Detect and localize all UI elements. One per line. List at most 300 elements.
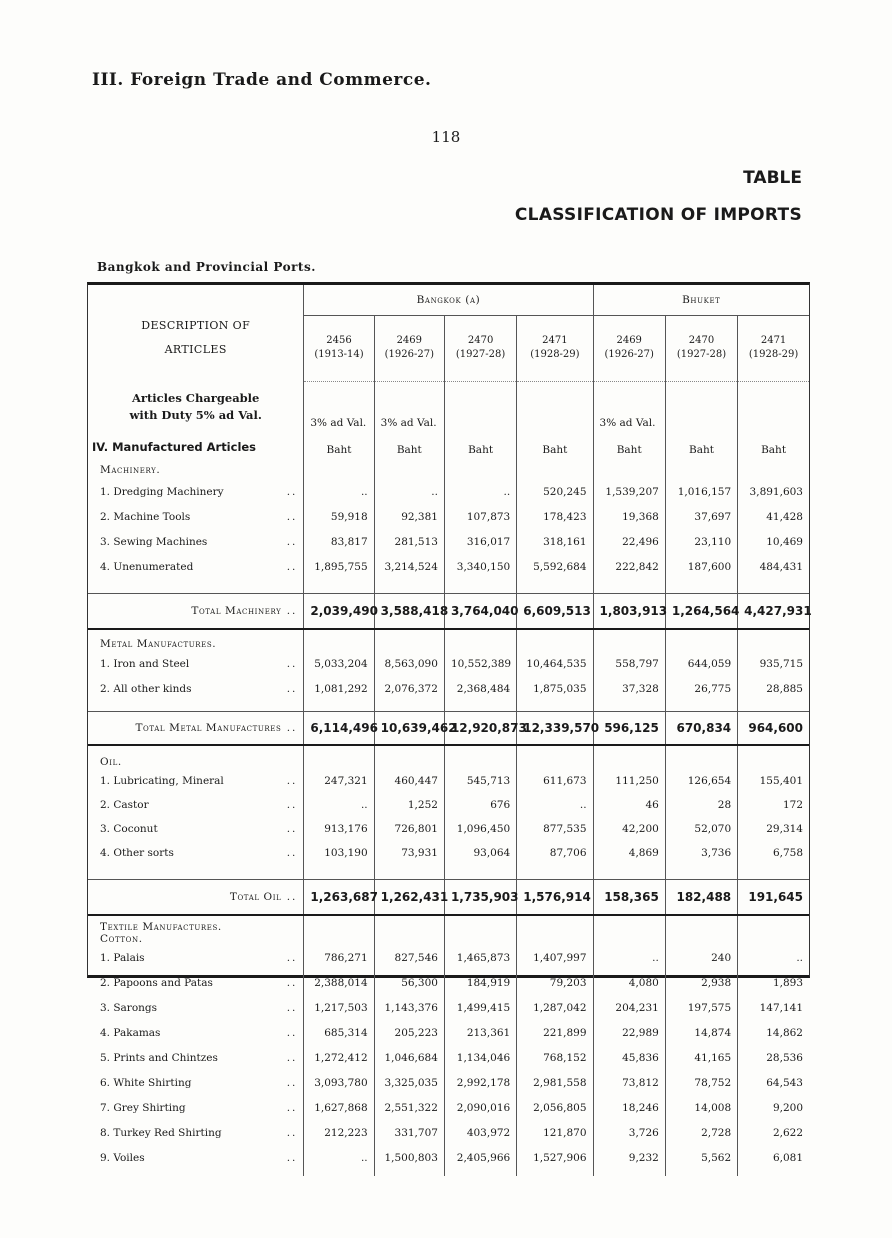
value-cell: 2,076,372 (374, 676, 444, 701)
total-value-cell: 1,803,913 (593, 593, 665, 629)
value-cell: 222,842 (593, 554, 665, 579)
section-row (88, 433, 809, 461)
empty-cell (304, 933, 374, 945)
table-heading: TABLE (743, 168, 802, 188)
value-cell: 3,726 (593, 1120, 665, 1145)
value-cell: 1,143,376 (374, 995, 444, 1020)
table-row (88, 479, 809, 504)
table-row (88, 504, 809, 529)
table-row (88, 1120, 809, 1145)
value-cell: 1,081,292 (304, 676, 374, 701)
spacer-cell (88, 579, 304, 593)
value-cell: 56,300 (374, 970, 444, 995)
value-cell: 1,096,450 (444, 817, 516, 841)
total-label-text: Total Metal Manufactures (135, 721, 282, 734)
value-cell: 877,535 (517, 817, 593, 841)
section-label: IV. Manufactured Articles (92, 440, 257, 454)
period-label: (1927-28) (455, 349, 506, 360)
total-row (88, 593, 809, 629)
article-label (88, 769, 304, 793)
value-cell: 18,246 (593, 1095, 665, 1120)
article-name: 3. Sewing Machines (100, 535, 208, 548)
period-label: (1926-27) (604, 349, 654, 360)
value-cell: 644,059 (665, 651, 737, 676)
value-cell: 331,707 (374, 1120, 444, 1145)
value-cell: 460,447 (374, 769, 444, 793)
value-cell: .. (304, 793, 374, 817)
spacer-row (88, 865, 809, 879)
value-cell: 1,016,157 (665, 479, 737, 504)
value-cell: 197,575 (665, 995, 737, 1020)
total-label-text: Total Oil (229, 890, 282, 903)
total-value-cell: 6,609,513 (517, 593, 593, 629)
value-cell: 5,592,684 (517, 554, 593, 579)
value-cell: 3,340,150 (444, 554, 516, 579)
total-value-cell: 3,588,418 (374, 593, 444, 629)
value-cell: 786,271 (304, 945, 374, 970)
spacer-cell (374, 745, 444, 755)
value-cell: 52,070 (665, 817, 737, 841)
spacer-cell (665, 701, 737, 711)
spacer-cell (444, 701, 516, 711)
value-cell: 1,627,868 (304, 1095, 374, 1120)
table-row (88, 1145, 809, 1170)
chargeable-label (88, 381, 304, 433)
year-header (517, 315, 593, 381)
spacer-cell (593, 865, 665, 879)
value-cell: 42,200 (593, 817, 665, 841)
unit-label: Baht (665, 433, 737, 461)
category-heading: Metal Manufactures. (100, 638, 217, 650)
value-cell: 1,217,503 (304, 995, 374, 1020)
empty-cell (374, 755, 444, 769)
value-cell: .. (738, 945, 809, 970)
spacer-row (88, 629, 809, 637)
article-name: 2. All other kinds (100, 682, 192, 695)
spacer-cell (665, 865, 737, 879)
total-row (88, 711, 809, 745)
value-cell: 2,388,014 (304, 970, 374, 995)
value-cell: 1,499,415 (444, 995, 516, 1020)
value-cell: 204,231 (593, 995, 665, 1020)
value-cell: 913,176 (304, 817, 374, 841)
spacer-cell (517, 701, 593, 711)
value-cell: 23,110 (665, 529, 737, 554)
value-cell: 685,314 (304, 1020, 374, 1045)
value-cell: 103,190 (304, 841, 374, 865)
duty-rate-cell: 3% ad Val. (304, 381, 374, 433)
unit-label: Baht (304, 433, 374, 461)
article-label (88, 1120, 304, 1145)
article-name: 4. Pakamas (100, 1026, 161, 1039)
group-bangkok: Bangkok (a) (304, 285, 593, 315)
leader-dots: .. (281, 604, 298, 617)
value-cell: 28 (665, 793, 737, 817)
category-heading-row (88, 921, 809, 933)
value-cell: 9,200 (738, 1095, 809, 1120)
table-row (88, 554, 809, 579)
value-cell: 147,141 (738, 995, 809, 1020)
value-cell: 14,862 (738, 1020, 809, 1045)
value-cell: 22,989 (593, 1020, 665, 1045)
leader-dots: .. (286, 1151, 298, 1164)
year-label: 2470 (467, 335, 494, 346)
leader-dots: .. (286, 560, 298, 573)
unit-label: Baht (738, 433, 809, 461)
year-label: 2471 (760, 335, 787, 346)
article-name: 8. Turkey Red Shirting (100, 1126, 222, 1139)
value-cell: 1,527,906 (517, 1145, 593, 1170)
article-name: 2. Papoons and Patas (100, 976, 213, 989)
article-label (88, 970, 304, 995)
spacer-cell (444, 865, 516, 879)
spacer-cell (665, 745, 737, 755)
year-label: 2469 (396, 335, 423, 346)
leader-dots: .. (286, 1026, 298, 1039)
article-name: 3. Sarongs (100, 1001, 158, 1014)
leader-dots: .. (286, 976, 298, 989)
spacer-cell (665, 579, 737, 593)
year-label: 2470 (688, 335, 715, 346)
article-label (88, 1145, 304, 1170)
value-cell: 213,361 (444, 1020, 516, 1045)
value-cell: 4,080 (593, 970, 665, 995)
period-label: (1926-27) (384, 349, 434, 360)
value-cell: 1,500,803 (374, 1145, 444, 1170)
spacer-cell (444, 1170, 516, 1176)
total-value-cell: 6,114,496 (304, 711, 374, 745)
value-cell: 6,758 (738, 841, 809, 865)
spacer-cell (88, 745, 304, 755)
value-cell: 14,874 (665, 1020, 737, 1045)
value-cell: 768,152 (517, 1045, 593, 1070)
value-cell: 1,407,997 (517, 945, 593, 970)
year-header (593, 315, 665, 381)
value-cell: 10,464,535 (517, 651, 593, 676)
article-name: 3. Coconut (100, 823, 158, 835)
empty-cell (374, 933, 444, 945)
article-name: 4. Other sorts (100, 847, 174, 859)
total-value-cell: 670,834 (665, 711, 737, 745)
empty-cell (665, 637, 737, 651)
value-cell: 26,775 (665, 676, 737, 701)
empty-cell (374, 921, 444, 933)
value-cell: 247,321 (304, 769, 374, 793)
value-cell: .. (444, 479, 516, 504)
empty-cell (444, 637, 516, 651)
value-cell: 935,715 (738, 651, 809, 676)
spacer-cell (444, 745, 516, 755)
value-cell: 5,562 (665, 1145, 737, 1170)
total-label-text: Total Machinery (191, 604, 282, 617)
value-cell: 187,600 (665, 554, 737, 579)
value-cell: 2,551,322 (374, 1095, 444, 1120)
table-caption: CLASSIFICATION OF IMPORTS (514, 205, 802, 225)
unit-label: Baht (517, 433, 593, 461)
total-label (88, 711, 304, 745)
leader-dots: .. (286, 510, 298, 523)
article-label (88, 676, 304, 701)
value-cell: 827,546 (374, 945, 444, 970)
value-cell: 14,008 (665, 1095, 737, 1120)
value-cell: 520,245 (517, 479, 593, 504)
value-cell: 126,654 (665, 769, 737, 793)
spacer-cell (88, 701, 304, 711)
empty-cell (444, 921, 516, 933)
value-cell: 92,381 (374, 504, 444, 529)
year-header (444, 315, 516, 381)
total-value-cell: 3,764,040 (444, 593, 516, 629)
period-label: (1928-29) (748, 349, 799, 360)
value-cell: 22,496 (593, 529, 665, 554)
spacer-cell (374, 629, 444, 637)
spacer-cell (517, 629, 593, 637)
value-cell: 79,203 (517, 970, 593, 995)
value-cell: 155,401 (738, 769, 809, 793)
value-cell: 28,536 (738, 1045, 809, 1070)
value-cell: 2,992,178 (444, 1070, 516, 1095)
empty-cell (593, 933, 665, 945)
empty-cell (738, 755, 809, 769)
total-value-cell: 4,427,931 (738, 593, 809, 629)
empty-cell (593, 921, 665, 933)
value-cell: 205,223 (374, 1020, 444, 1045)
value-cell: 28,885 (738, 676, 809, 701)
leader-dots: .. (286, 535, 298, 548)
value-cell: 10,552,389 (444, 651, 516, 676)
value-cell: 64,543 (738, 1070, 809, 1095)
empty-cell (593, 461, 665, 479)
value-cell: 1,895,755 (304, 554, 374, 579)
article-label (88, 1045, 304, 1070)
unit-label: Baht (444, 433, 516, 461)
year-header (304, 315, 374, 381)
leader-dots: .. (286, 1126, 298, 1139)
leader-dots: .. (281, 721, 298, 734)
article-label (88, 1020, 304, 1045)
value-cell: 8,563,090 (374, 651, 444, 676)
article-label (88, 1070, 304, 1095)
empty-cell (517, 637, 593, 651)
leader-dots: .. (286, 1051, 298, 1064)
value-cell: 37,697 (665, 504, 737, 529)
article-name: 1. Palais (100, 951, 145, 964)
spacer-cell (593, 745, 665, 755)
value-cell: 1,134,046 (444, 1045, 516, 1070)
empty-cell (374, 637, 444, 651)
article-label (88, 793, 304, 817)
value-cell: 3,891,603 (738, 479, 809, 504)
spacer-cell (304, 579, 374, 593)
spacer-cell (374, 579, 444, 593)
value-cell: 37,328 (593, 676, 665, 701)
table-row (88, 817, 809, 841)
article-name: 1. Dredging Machinery (100, 485, 224, 498)
category-heading: Textile Manufactures. (100, 921, 222, 933)
empty-cell (665, 933, 737, 945)
spacer-row (88, 1170, 809, 1176)
spacer-cell (444, 629, 516, 637)
leader-dots: .. (286, 847, 298, 859)
spacer-row (88, 701, 809, 711)
category-heading: Cotton. (100, 933, 143, 945)
value-cell: 2,938 (665, 970, 737, 995)
leader-dots: .. (286, 657, 298, 670)
empty-cell (517, 755, 593, 769)
category-heading-row (88, 637, 809, 651)
spacer-cell (304, 701, 374, 711)
spacer-cell (374, 1170, 444, 1176)
spacer-cell (304, 745, 374, 755)
year-label: 2471 (542, 335, 568, 346)
value-cell: 83,817 (304, 529, 374, 554)
value-cell: 4,869 (593, 841, 665, 865)
value-cell: 45,836 (593, 1045, 665, 1070)
value-cell: 2,622 (738, 1120, 809, 1145)
empty-cell (738, 921, 809, 933)
value-cell: 316,017 (444, 529, 516, 554)
article-name: 2. Machine Tools (100, 510, 191, 523)
table-row (88, 676, 809, 701)
empty-cell (517, 921, 593, 933)
table-row (88, 1045, 809, 1070)
empty-cell (593, 755, 665, 769)
article-label (88, 529, 304, 554)
value-cell: 6,081 (738, 1145, 809, 1170)
spacer-cell (593, 579, 665, 593)
value-cell: 5,033,204 (304, 651, 374, 676)
article-label (88, 504, 304, 529)
leader-dots: .. (286, 682, 298, 695)
value-cell: 41,428 (738, 504, 809, 529)
spacer-cell (738, 745, 809, 755)
description-header (88, 285, 304, 381)
total-label (88, 593, 304, 629)
total-value-cell: 158,365 (593, 879, 665, 915)
article-label (88, 841, 304, 865)
article-label (88, 945, 304, 970)
spacer-cell (88, 865, 304, 879)
spacer-cell (738, 579, 809, 593)
article-label (88, 817, 304, 841)
spacer-cell (593, 629, 665, 637)
value-cell: 212,223 (304, 1120, 374, 1145)
table-row (88, 995, 809, 1020)
leader-dots: .. (286, 775, 298, 787)
leader-dots: .. (286, 799, 298, 811)
article-label (88, 554, 304, 579)
category-heading: Machinery. (100, 464, 161, 476)
total-value-cell: 1,576,914 (517, 879, 593, 915)
value-cell: 2,728 (665, 1120, 737, 1145)
table-row (88, 841, 809, 865)
empty-cell (374, 461, 444, 479)
empty-cell (304, 461, 374, 479)
empty-cell (738, 461, 809, 479)
table-row (88, 651, 809, 676)
value-cell: 9,232 (593, 1145, 665, 1170)
value-cell: 3,093,780 (304, 1070, 374, 1095)
empty-cell (665, 755, 737, 769)
article-name: 1. Iron and Steel (100, 657, 190, 670)
leader-dots: .. (286, 823, 298, 835)
article-label (88, 651, 304, 676)
value-cell: 87,706 (517, 841, 593, 865)
year-header (738, 315, 809, 381)
value-cell: 545,713 (444, 769, 516, 793)
spacer-cell (593, 1170, 665, 1176)
empty-cell (593, 637, 665, 651)
article-name: 4. Unenumerated (100, 560, 194, 573)
year-label: 2469 (616, 335, 642, 346)
value-cell: 3,325,035 (374, 1070, 444, 1095)
unit-label: Baht (593, 433, 665, 461)
empty-cell (304, 755, 374, 769)
duty-rate-cell (738, 381, 809, 433)
spacer-cell (304, 865, 374, 879)
empty-cell (304, 637, 374, 651)
chargeable-row (88, 381, 809, 433)
value-cell: 19,368 (593, 504, 665, 529)
total-value-cell: 12,339,570 (517, 711, 593, 745)
spacer-cell (444, 579, 516, 593)
category-heading-row (88, 933, 809, 945)
value-cell: 73,812 (593, 1070, 665, 1095)
empty-cell (665, 461, 737, 479)
table-row (88, 1020, 809, 1045)
table-row (88, 529, 809, 554)
empty-cell (665, 921, 737, 933)
value-cell: 46 (593, 793, 665, 817)
article-name: 9. Voiles (100, 1151, 145, 1164)
value-cell: 2,405,966 (444, 1145, 516, 1170)
duty-rate-cell (444, 381, 516, 433)
spacer-row (88, 745, 809, 755)
value-cell: 611,673 (517, 769, 593, 793)
total-value-cell: 1,263,687 (304, 879, 374, 915)
value-cell: 184,919 (444, 970, 516, 995)
spacer-cell (304, 629, 374, 637)
category-heading-row (88, 461, 809, 479)
value-cell: 2,981,558 (517, 1070, 593, 1095)
value-cell: .. (374, 479, 444, 504)
imports-table (87, 282, 812, 1164)
value-cell: 3,214,524 (374, 554, 444, 579)
value-cell: 178,423 (517, 504, 593, 529)
article-name: 5. Prints and Chintzes (100, 1051, 218, 1064)
article-label (88, 995, 304, 1020)
leader-dots: .. (286, 1076, 298, 1089)
value-cell: 318,161 (517, 529, 593, 554)
value-cell: 1,875,035 (517, 676, 593, 701)
leader-dots: .. (286, 1101, 298, 1114)
value-cell: 93,064 (444, 841, 516, 865)
page-number: 118 (431, 128, 461, 146)
spacer-cell (88, 629, 304, 637)
value-cell: 1,046,684 (374, 1045, 444, 1070)
spacer-cell (593, 701, 665, 711)
value-cell: 3,736 (665, 841, 737, 865)
table-row (88, 1070, 809, 1095)
category-heading: Oil. (100, 756, 122, 768)
description-header-line: ARTICLES (164, 343, 227, 356)
table-row (88, 769, 809, 793)
total-value-cell: 12,920,873 (444, 711, 516, 745)
empty-cell (444, 933, 516, 945)
table-row (88, 793, 809, 817)
value-cell: 78,752 (665, 1070, 737, 1095)
table-row (88, 970, 809, 995)
